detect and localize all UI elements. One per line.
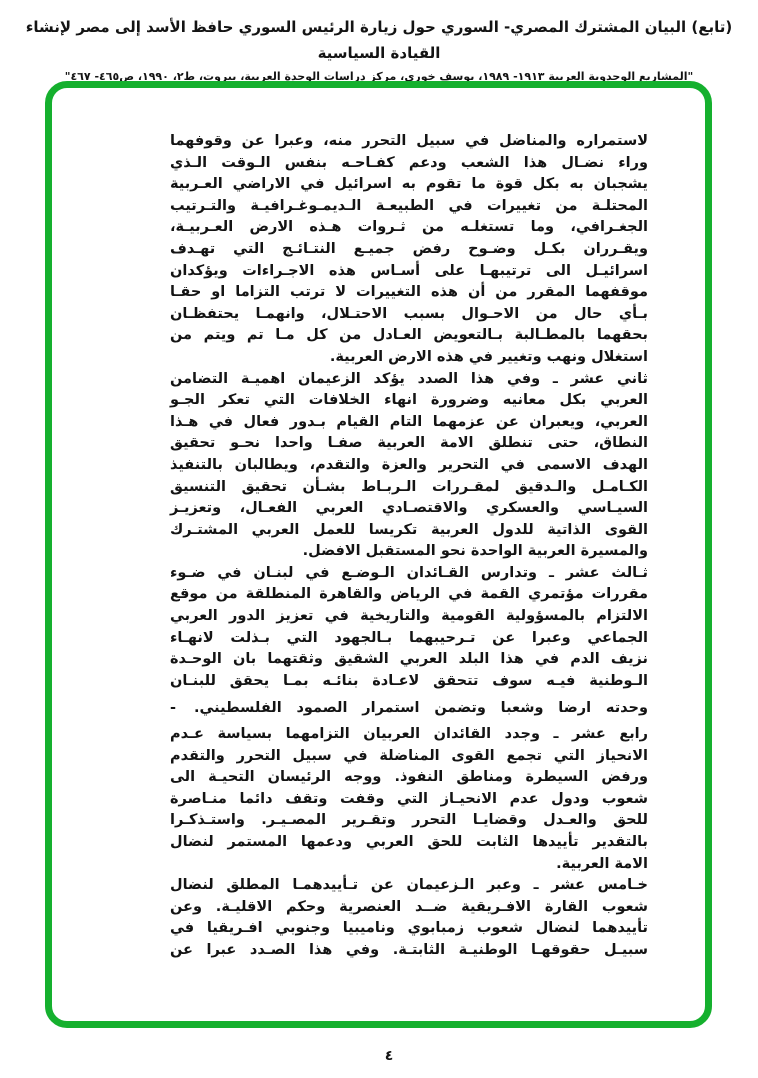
text-line: خـامس عشر ـ وعبر الـزعيمان عن تـأييدهمـا المطلق لنضال (170, 877, 648, 894)
paragraph-fifteenth (170, 875, 648, 961)
text-line: السيـاسي والعسكري والاقتصـادي العربي الفعـال، وتعزيـز (170, 500, 648, 517)
text-line: بـأي حال من الاحـوال بسبب الاحتـلال، وانهمـا يحتفظـان (170, 305, 648, 322)
text-line: ثـالث عشر ـ وتدارس القـائدان الـوضـع في لبنـان في ضـوء (170, 564, 648, 581)
text-line: الامة العربية. (556, 855, 648, 872)
text-line: شعوب ودول عدم الانحيـاز التي وقفت وتقف دائما منـاصرة (170, 790, 648, 807)
text-line: رابع عشر ـ وجدد القائدان العربيان التزامهما بسياسة عـدم (170, 726, 648, 743)
document-title: (تابع) البيان المشترك المصري- السوري حول زيارة الرئيس السوري حافظ الأسد إلى مصر لإنشاء القيادة السياسية (25, 18, 733, 62)
dash-marker: - (170, 700, 177, 717)
text-line: القوى الذاتية للدول العربية تكريسا للعمل العربي المشتـرك (170, 521, 648, 538)
text-line: شعوب القارة الافـريقية ضــد العنصرية وحكم الاقليـة. وعن (170, 898, 648, 915)
text-line: سبيـل حقوقهـا الوطنيـة الثابتـة. وفي هذا الصـدد عبرا عن (170, 941, 648, 958)
paragraph-twelfth (170, 369, 648, 563)
text-line: بحقهما بالمطـالبة بـالتعويض العـادل من كل مـا تم ويتم من (170, 327, 648, 344)
text-line: الكـامـل والـدقيق لمقـررات الـربـاط بشـأن تحقيق التنسيق (170, 478, 648, 495)
text-line: موقفهما المقرر من أن هذه التغييرات لا ترتب التزاما او حقـا (170, 284, 648, 301)
text-line: العربي بكل معانيه وضرورة انهاء الخلافات التي تعكر الجـو (170, 392, 648, 409)
text-line: الـوطنية فيـه سوف تتحقق لاعـادة بنائـه بمـا يحقق للبنـان (170, 672, 648, 689)
text-line: للحق والعـدل وقضايـا التحرر وتقـرير المصـيـر. واستـذكـرا (170, 812, 648, 829)
page-header (0, 14, 758, 86)
text-line: الالتزام بالمسؤولية القومية والتاريخية في تعزيز الدور العربي (170, 608, 648, 625)
text-line: تأييدهما لنضال شعوب زمبابوي وناميبيا وجنوبي افـريقيا في (170, 920, 648, 937)
text-line: الجغـرافي، وما تستغلـه من ثـروات هـذه الارض العـربيـة، (170, 219, 648, 236)
text-line: استغلال ونهب وتغيير في هذه الارض العربية. (329, 348, 648, 365)
text-line: العربي، ويعبران عن عزمهما التام القيام بـدور فعال في هـذا (170, 413, 648, 430)
text-line: ورفض السيطرة ومناطق النفوذ. ووجه الرئيسان التحيـة الى (170, 769, 648, 786)
text-line: المحتلـة من تغييرات في الطبيعـة الـديمـوغـرافيـة والتـرتيب (170, 197, 648, 214)
dash-item-text: وحدته ارضا وشعبا وتضمن استمرار الصمود الفلسطيني. (194, 700, 648, 717)
text-line: الجماعي وعبرا عن تـرحيبهما بـالجهود التي بـذلت لانهـاء (170, 629, 648, 646)
text-line: اسرائيـل الى ترتيبهـا على أسـاس هذه الاجـراءات ويؤكدان (170, 262, 648, 279)
text-line: يشجبان به بكل قوة ما تقوم به اسرائيل في الاراضي العـربية (170, 176, 648, 193)
source-citation: "المشاريع الوحدوية العربية ١٩١٣- ١٩٨٩، يوسف خوري، مركز دراسات الوحدة العربية، بيروت، ط٢، ١٩٩٠، ص٤٦٥- ٤٦٧" (64, 70, 694, 83)
text-line: ويقـرران بكـل وضـوح رفض جميـع النتـائـج التي تهـدف (170, 240, 648, 257)
text-line: نزيف الدم في هذا البلد العربي الشقيق وثقتهما بان الوحـدة (170, 651, 648, 668)
text-line: ثاني عشر ـ وفي هذا الصدد يؤكد الزعيمان اهميـة التضامن (170, 370, 648, 387)
text-line: النطاق، حتى تنطلق الامة العربية صفـا واحدا نحـو تحقيق (170, 435, 648, 452)
dash-list-item (170, 698, 648, 720)
page-number: ٤ (384, 1048, 394, 1064)
text-line: مقررات مؤتمري القمة في الرياض والقاهرة المنطلقة من موقع (170, 586, 648, 603)
text-line: الهدف الاسمى في التحرير والعزة والتقدم، ويطالبان بالتنفيذ (170, 456, 648, 473)
paragraph-thirteenth (170, 563, 648, 693)
text-line: الانحياز التي تجمع القوى المناضلة في سبيل التحرر والتقدم (170, 747, 648, 764)
text-line: وراء نضـال هذا الشعب ودعم كفـاحـه بنفس الـوقت الـذي (170, 154, 648, 171)
paragraph-fourteenth (170, 724, 648, 875)
paragraph-continuation (170, 131, 648, 369)
text-line: والمسيرة العربية الواحدة نحو المستقبل الافضل. (302, 543, 648, 560)
text-line: بالتقدير تأييدها الثابت للحق العربي ودعمها المستمر لنضال (170, 834, 648, 850)
text-line: لاستمراره والمناضل في سبيل التحرر منه، وعبرا عن وقوفهما (170, 133, 648, 149)
document-body (170, 131, 648, 962)
